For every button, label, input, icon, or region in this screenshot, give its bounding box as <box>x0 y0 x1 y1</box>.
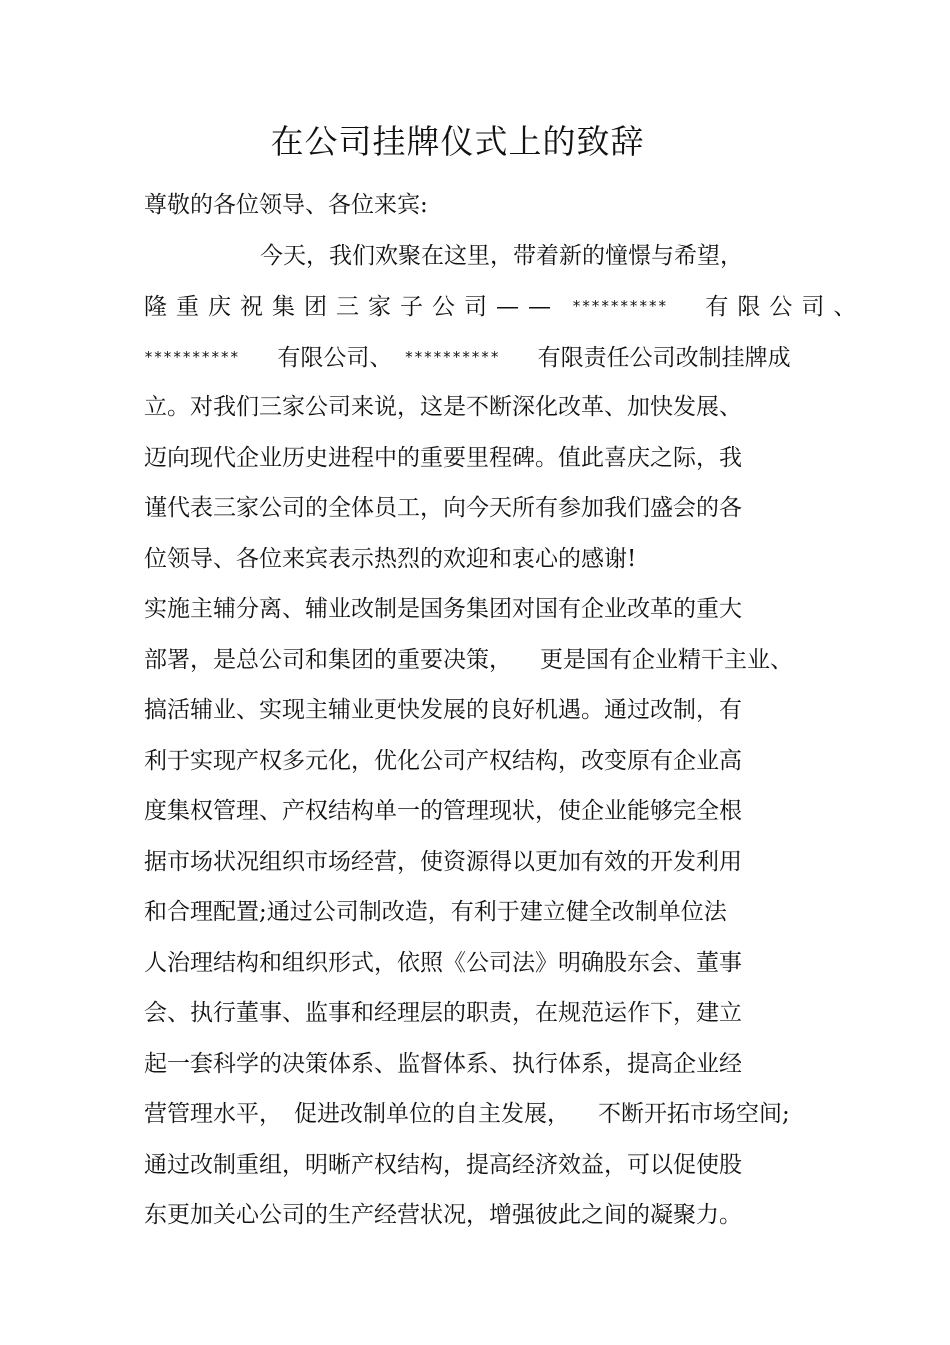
body-line: 据市场状况组织市场经营，使资源得以更加有效的开发利用 <box>144 848 742 875</box>
body-line: 谨代表三家公司的全体员工，向今天所有参加我们盛会的各 <box>144 495 742 521</box>
redacted-name: ********** <box>572 297 668 315</box>
body-text: 隆重庆祝集团三家子公司—— <box>144 294 560 320</box>
body-text: 部署，是总公司和集团的重要决策， <box>144 646 512 673</box>
body-line: 和合理配置;通过公司制改造，有利于建立健全改制单位法 <box>144 899 727 925</box>
salutation-line: 尊敬的各位领导、各位来宾: <box>144 192 428 218</box>
body-text: 不断开拓市场空间; <box>598 1101 790 1127</box>
redacted-name: ********** <box>144 347 240 366</box>
body-text: 有限公司、 <box>705 294 866 320</box>
body-text: 营管理水平， <box>144 1101 282 1127</box>
body-line <box>144 342 804 393</box>
body-line <box>144 291 866 342</box>
body-line: 东更加关心公司的生产经营状况，增强彼此之间的凝聚力。 <box>144 1202 742 1228</box>
body-line: 迈向现代企业历史进程中的重要里程碑。值此喜庆之际，我 <box>144 444 742 471</box>
body-text: 更是国有企业精干主业、 <box>540 646 793 673</box>
body-line: 通过改制重组，明晰产权结构，提高经济效益，可以促使股 <box>144 1151 742 1178</box>
body-line: 立。对我们三家公司来说，这是不断深化改革、加快发展、 <box>144 394 742 420</box>
document-body <box>144 190 866 1251</box>
document-title: 在公司挂牌仪式上的致辞 <box>270 122 645 161</box>
body-text: 促进改制单位的自主发展， <box>294 1101 570 1127</box>
body-line <box>144 1099 804 1150</box>
body-line <box>144 645 804 696</box>
body-text: 有限责任公司改制挂牌成 <box>537 344 791 371</box>
body-line: 实施主辅分离、辅业改制是国务集团对国有企业改革的重大 <box>144 596 742 622</box>
body-line: 度集权管理、产权结构单一的管理现状，使企业能够完全根 <box>144 798 742 824</box>
body-line: 位领导、各位来宾表示热烈的欢迎和衷心的感谢! <box>144 545 637 572</box>
redacted-name: ********** <box>404 347 500 366</box>
body-line: 起一套科学的决策体系、监督体系、执行体系，提高企业经 <box>144 1050 742 1077</box>
body-line: 今天，我们欢聚在这里，带着新的憧憬与希望， <box>260 242 743 269</box>
body-line: 搞活辅业、实现主辅业更快发展的良好机遇。通过改制，有 <box>144 697 742 723</box>
body-line: 会、执行董事、监事和经理层的职责，在规范运作下，建立 <box>144 1000 742 1026</box>
body-line: 人治理结构和组织形式，依照《公司法》明确股东会、董事 <box>144 949 742 976</box>
body-line: 利于实现产权多元化，优化公司产权结构，改变原有企业高 <box>144 747 742 774</box>
body-text: 有限公司、 <box>277 344 393 371</box>
